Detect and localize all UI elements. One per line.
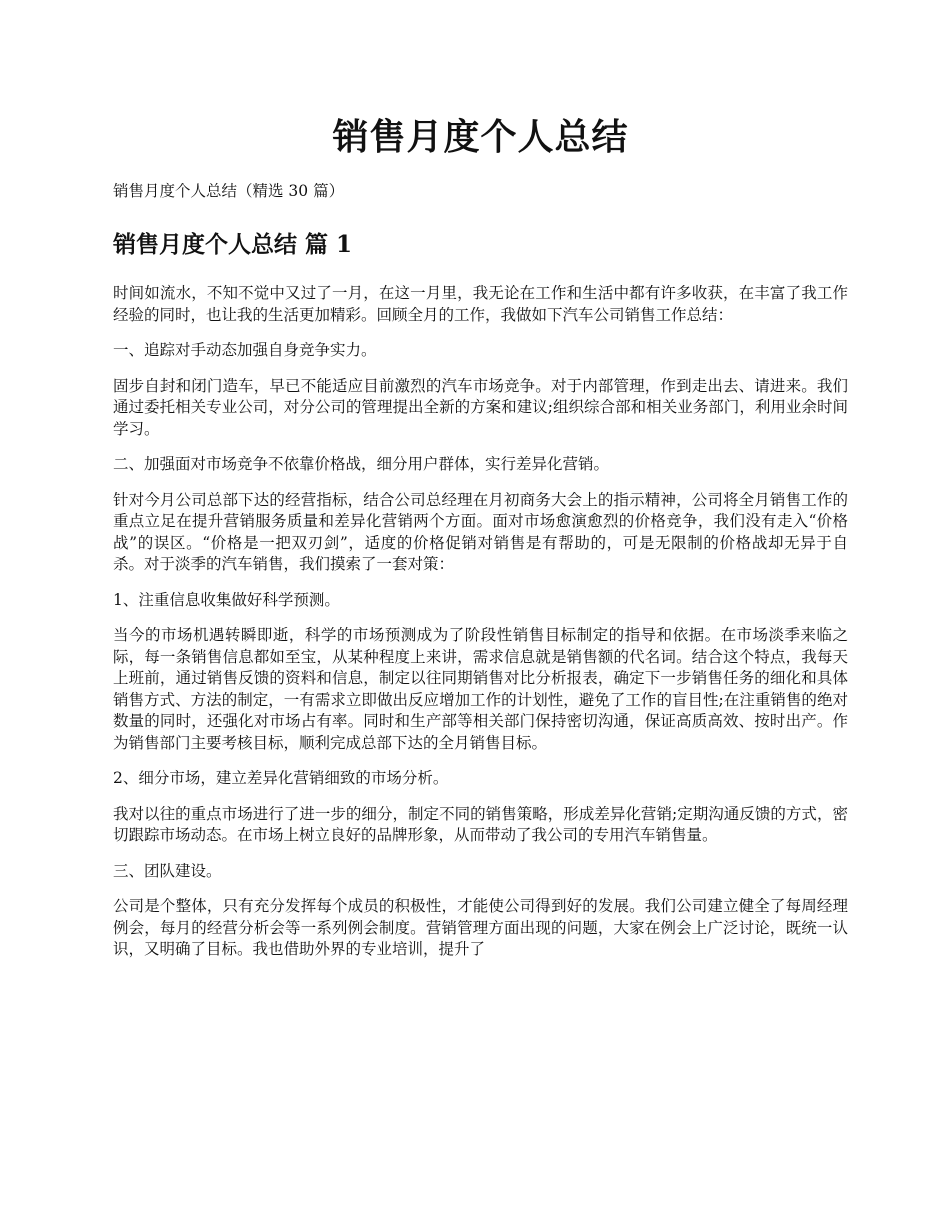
paragraph: 公司是个整体，只有充分发挥每个成员的积极性，才能使公司得到好的发展。我们公司建立健全了每周经理例会，每月的经营分析会等一系列例会制度。营销管理方面出现的问题，大家在例会上广泛讨论，既统一认识，又明确了目标。我也借助外界的专业培训，提升了 <box>113 897 848 958</box>
paragraph: 时间如流水，不知不觉中又过了一月，在这一月里，我无论在工作和生活中都有许多收获，在丰富了我工作经验的同时，也让我的生活更加精彩。回顾全月的工作，我做如下汽车公司销售工作总结： <box>113 284 848 324</box>
paragraph: 1、注重信息收集做好科学预测。 <box>113 590 340 609</box>
paragraph: 针对今月公司总部下达的经营指标，结合公司总经理在月初商务大会上的指示精神，公司将全月销售工作的重点立足在提升营销服务质量和差异化营销两个方面。面对市场愈演愈烈的价格竞争，我们没有走入“价格战”的误区。“价格是一把双刃剑”，适度的价格促销对销售是有帮助的，可是无限制的价格战却无异于自 杀。对于淡季的汽车销售，我们摸索了一套对策： <box>113 490 848 573</box>
document-subtitle: 销售月度个人总结（精选 30 篇） <box>113 182 345 200</box>
paragraph: 我对以往的重点市场进行了进一步的细分，制定不同的销售策略，形成差异化营销;定期沟通反馈的方式，密切跟踪市场动态。在市场上树立良好的品牌形象，从而带动了我公司的专用汽车销售量。 <box>113 804 848 844</box>
paragraph: 一、追踪对手动态加强自身竞争实力。 <box>113 341 377 359</box>
paragraph: 当今的市场机遇转瞬即逝，科学的市场预测成为了阶段性销售目标制定的指导和依据。在市场淡季来临之际，每一条销售信息都如至宝，从某种程度上来讲，需求信息就是销售额的代名词。结合这个特点，我每天上班前，通过销售反馈的资料和信息，制定以往同期销售对比分析报表，确定下一步销售任务的细化和具体销售方式、方法的制定，一有需求立即做出反应增加工作的计划性，避免了工作的盲目性;在注重销售的绝对数量的同时，还强化对市场占有率。同时和生产部等相关部门保持密切沟通，保证高质高效、按时出产。作为销售部门主要考核目标，顺利完成总部下达的全月销售目标。 <box>113 626 848 752</box>
paragraph: 2、细分市场，建立差异化营销细致的市场分析。 <box>113 769 449 787</box>
section-heading: 销售月度个人总结 篇 1 <box>113 231 353 258</box>
document-title: 销售月度个人总结 <box>332 116 629 158</box>
paragraph: 二、加强面对市场竞争不依靠价格战，细分用户群体，实行差异化营销。 <box>113 455 610 473</box>
paragraph: 固步自封和闭门造车，早已不能适应目前激烈的汽车市场竞争。对于内部管理，作到走出去、请进来。我们通过委托相关专业公司，对分公司的管理提出全新的方案和建议;组织综合部和相关业务部门，利用业余时间学习。 <box>113 376 848 438</box>
document-body <box>113 283 848 975</box>
paragraph: 三、团队建设。 <box>113 861 222 880</box>
